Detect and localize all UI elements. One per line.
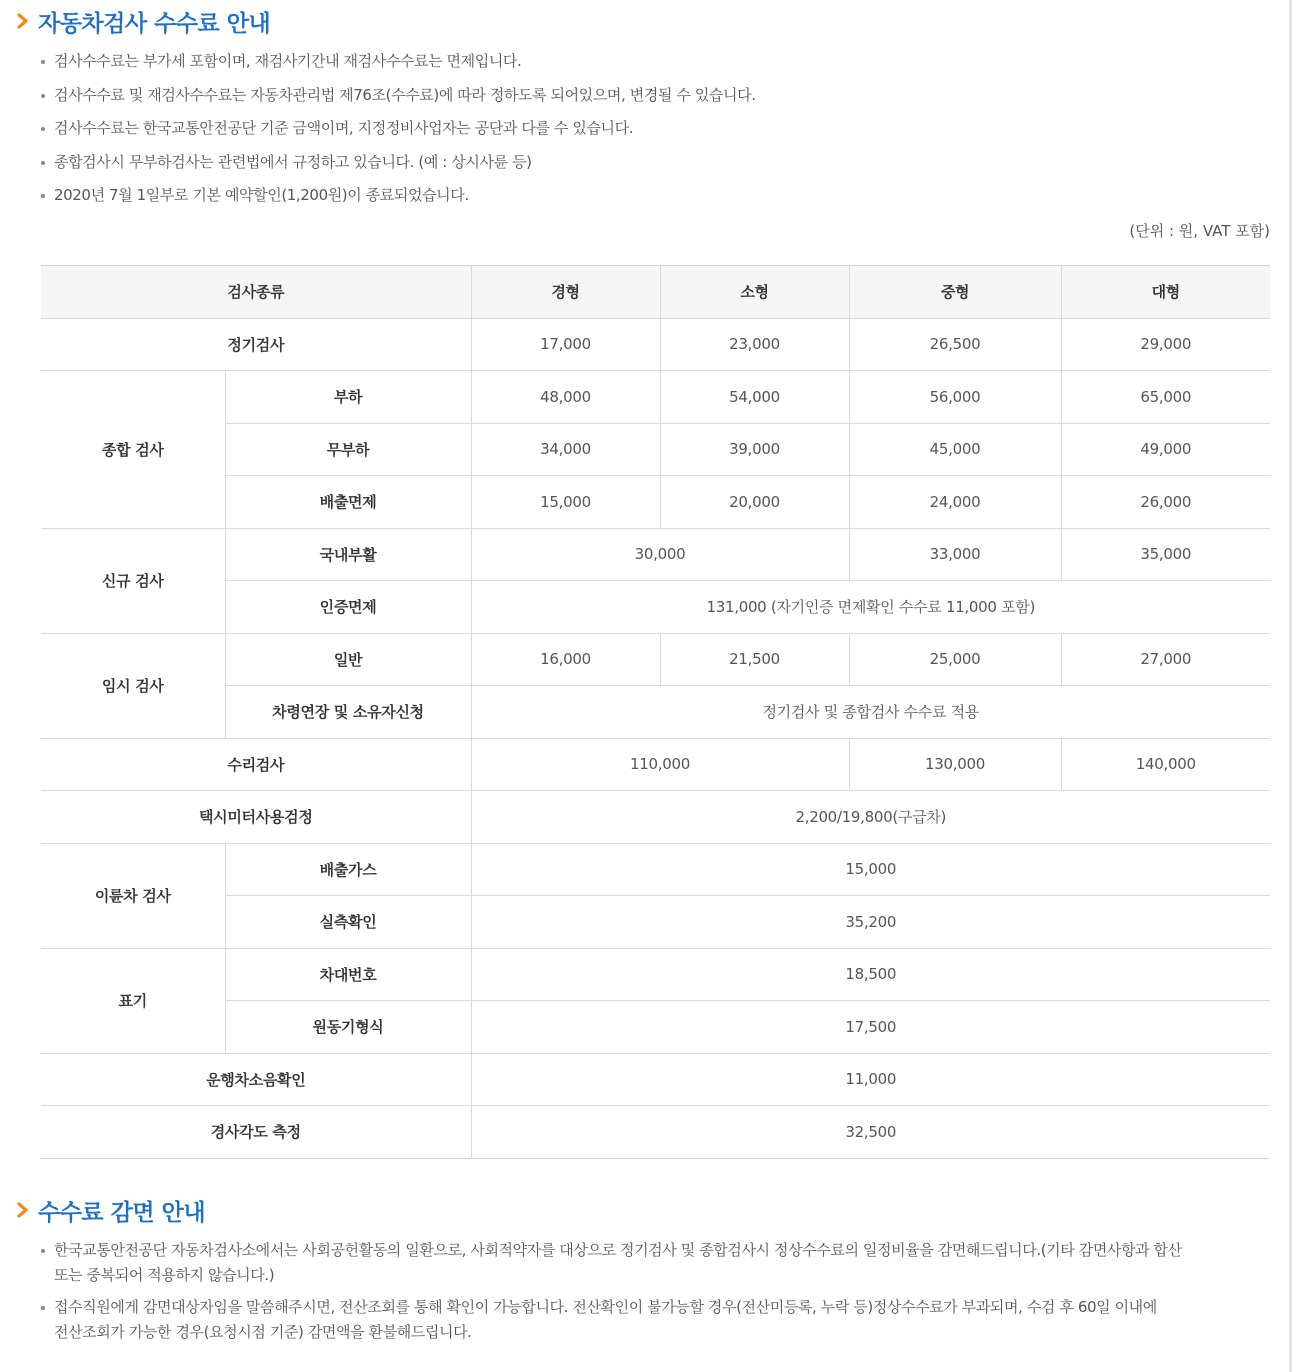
table-row — [41, 423, 1270, 476]
col-header-large: 대형 — [1061, 266, 1270, 319]
unit-note: (단위 : 원, VAT 포함) — [1129, 222, 1270, 240]
table-row — [41, 738, 1270, 791]
table-cell: 17,500 — [471, 1001, 1270, 1054]
table-cell: 34,000 — [471, 423, 660, 476]
table-cell: 32,500 — [471, 1106, 1270, 1159]
chevron-right-icon — [14, 10, 32, 32]
row-label: 수리검사 — [41, 738, 471, 791]
table-cell: 30,000 — [471, 528, 849, 581]
table-cell: 35,200 — [471, 896, 1270, 949]
table-cell: 16,000 — [471, 633, 660, 686]
section-title: 수수료 감면 안내 — [38, 1199, 206, 1226]
table-cell: 15,000 — [471, 843, 1270, 896]
table-cell: 48,000 — [471, 371, 660, 424]
row-label: 운행차소음확인 — [41, 1053, 471, 1106]
table-cell: 49,000 — [1061, 423, 1270, 476]
row-label: 부하 — [225, 371, 471, 424]
table-cell: 39,000 — [660, 423, 849, 476]
table-row — [41, 686, 1270, 739]
row-group-label: 임시 검사 — [41, 633, 225, 738]
col-header-type: 검사종류 — [41, 266, 471, 319]
row-label: 원동기형식 — [225, 1001, 471, 1054]
row-label: 택시미터사용검정 — [41, 791, 471, 844]
table-row — [41, 1001, 1270, 1054]
row-label: 차대번호 — [225, 948, 471, 1001]
table-row — [41, 948, 1270, 1001]
list-item-line: 또는 중복되어 적용하지 않습니다.) — [54, 1266, 275, 1284]
table-cell: 56,000 — [849, 371, 1061, 424]
table-cell: 26,000 — [1061, 476, 1270, 529]
table-cell: 26,500 — [849, 318, 1061, 371]
table-cell: 24,000 — [849, 476, 1061, 529]
table-row — [41, 791, 1270, 844]
row-label: 국내부활 — [225, 528, 471, 581]
col-header-light: 경형 — [471, 266, 660, 319]
table-row — [41, 896, 1270, 949]
row-group-label: 표기 — [41, 948, 225, 1053]
table-cell: 2,200/19,800(구급차) — [471, 791, 1270, 844]
table-row — [41, 843, 1270, 896]
table-row — [41, 371, 1270, 424]
row-label: 경사각도 측정 — [41, 1106, 471, 1159]
section-heading-discount — [14, 1193, 205, 1227]
col-header-medium: 중형 — [849, 266, 1061, 319]
table-cell: 65,000 — [1061, 371, 1270, 424]
table-cell: 21,500 — [660, 633, 849, 686]
table-cell: 15,000 — [471, 476, 660, 529]
list-item-line: 전산조회가 가능한 경우(요청시점 기준) 감면액을 환불해드립니다. — [54, 1323, 472, 1341]
list-item: 검사수수료는 한국교통안전공단 기준 금액이며, 지정정비사업자는 공단과 다를 수 있습니다. — [40, 112, 1266, 146]
discount-notes-list — [40, 1238, 1266, 1352]
table-cell: 33,000 — [849, 528, 1061, 581]
fee-table — [41, 265, 1270, 1159]
col-header-small: 소형 — [660, 266, 849, 319]
list-item: 2020년 7월 1일부로 기본 예약할인(1,200원)이 종료되었습니다. — [40, 179, 1266, 213]
row-label: 배출면제 — [225, 476, 471, 529]
table-cell: 27,000 — [1061, 633, 1270, 686]
chevron-right-icon — [14, 1199, 32, 1221]
table-row — [41, 1053, 1270, 1106]
row-group-label: 이륜차 검사 — [41, 843, 225, 948]
table-row — [41, 633, 1270, 686]
table-cell: 45,000 — [849, 423, 1061, 476]
table-row — [41, 1106, 1270, 1159]
table-cell: 20,000 — [660, 476, 849, 529]
table-row — [41, 581, 1270, 634]
table-cell: 140,000 — [1061, 738, 1270, 791]
list-item — [40, 1295, 1266, 1345]
table-cell: 25,000 — [849, 633, 1061, 686]
list-item: 종합검사시 무부하검사는 관련법에서 규정하고 있습니다. (예 : 상시사륜 등) — [40, 146, 1266, 180]
table-cell: 18,500 — [471, 948, 1270, 1001]
table-cell: 정기검사 및 종합검사 수수료 적용 — [471, 686, 1270, 739]
table-header-row — [41, 266, 1270, 319]
section-title: 자동차검사 수수료 안내 — [38, 10, 271, 37]
table-cell: 11,000 — [471, 1053, 1270, 1106]
table-cell: 29,000 — [1061, 318, 1270, 371]
table-row — [41, 528, 1270, 581]
table-row — [41, 476, 1270, 529]
section-heading-fees — [14, 4, 270, 38]
table-cell: 130,000 — [849, 738, 1061, 791]
row-group-label: 신규 검사 — [41, 528, 225, 633]
list-item-line: 접수직원에게 감면대상자임을 말씀해주시면, 전산조회를 통해 확인이 가능합니다. 전산확인이 불가능할 경우(전산미등록, 누락 등)정상수수료가 부과되며, 수검 후 60일 이내에 — [54, 1298, 1157, 1316]
row-label: 실측확인 — [225, 896, 471, 949]
table-cell: 110,000 — [471, 738, 849, 791]
row-label: 배출가스 — [225, 843, 471, 896]
table-cell: 23,000 — [660, 318, 849, 371]
row-group-label: 종합 검사 — [41, 371, 225, 529]
table-row — [41, 318, 1270, 371]
table-cell: 54,000 — [660, 371, 849, 424]
row-label: 일반 — [225, 633, 471, 686]
table-cell: 17,000 — [471, 318, 660, 371]
row-label: 인증면제 — [225, 581, 471, 634]
list-item — [40, 1238, 1266, 1288]
list-item-line: 한국교통안전공단 자동차검사소에서는 사회공헌활동의 일환으로, 사회적약자를 대상으로 정기검사 및 종합검사시 정상수수료의 일정비율을 감면해드립니다.(기타 감면사항과 합산 — [54, 1241, 1182, 1259]
list-item: 검사수수료 및 재검사수수료는 자동차관리법 제76조(수수료)에 따라 정하도록 되어있으며, 변경될 수 있습니다. — [40, 79, 1266, 113]
row-label: 정기검사 — [41, 318, 471, 371]
table-cell: 35,000 — [1061, 528, 1270, 581]
table-cell: 131,000 (자기인증 면제확인 수수료 11,000 포함) — [471, 581, 1270, 634]
fee-notes-list — [40, 45, 1266, 213]
row-label: 차령연장 및 소유자신청 — [225, 686, 471, 739]
row-label: 무부하 — [225, 423, 471, 476]
list-item: 검사수수료는 부가세 포함이며, 재검사기간내 재검사수수료는 면제입니다. — [40, 45, 1266, 79]
